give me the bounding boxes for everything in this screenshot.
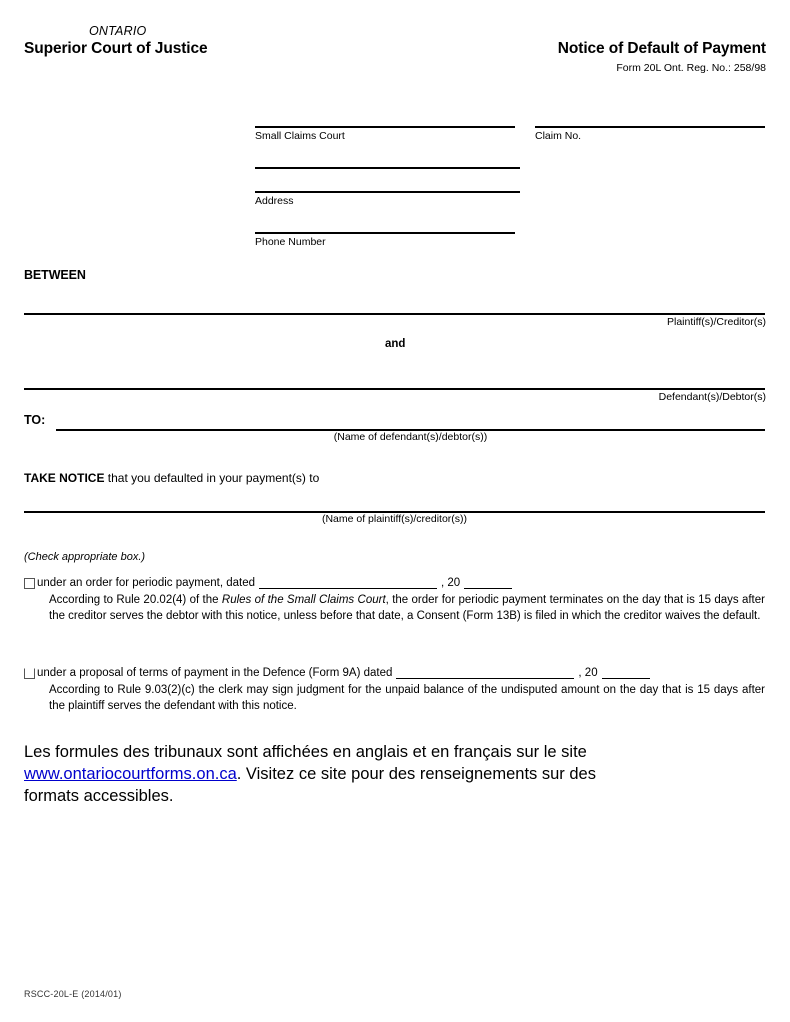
claim-number-rule[interactable] [535,126,765,128]
option-1-body [49,593,765,624]
option-periodic-payment [24,576,765,624]
french-accessibility-notice [24,741,684,807]
court-name-label: Small Claims Court [255,130,345,142]
french-notice-line2: . Visitez ce site pour des renseignements sur des formats accessibles. [24,765,596,805]
between-label: BETWEEN [24,268,86,282]
french-notice-line1: Les formules des tribunaux sont affichées en anglais et en français sur le site [24,743,587,761]
to-caption: (Name of defendant(s)/debtor(s)) [333,431,488,443]
defendant-rule[interactable] [24,388,765,390]
option-2-year-prefix: , 20 [578,667,598,679]
take-notice-rest: that you defaulted in your payment(s) to [104,471,320,485]
plaintiff-rule[interactable] [24,313,765,315]
option-2-year-blank[interactable] [602,666,650,679]
option-defence-proposal [24,666,765,714]
checkbox-periodic-payment-icon[interactable] [24,578,35,589]
and-connector: and [385,338,406,350]
option-1-year-prefix: , 20 [441,577,461,589]
plaintiff-caption: Plaintiff(s)/Creditor(s) [667,316,766,328]
to-label: TO: [24,413,46,427]
ontario-court-forms-link[interactable]: www.ontariocourtforms.on.ca [24,765,237,783]
take-notice-paragraph [24,471,319,485]
address-label: Address [255,195,294,207]
option-1-body-italic: Rules of the Small Claims Court [221,594,386,606]
option-1-body-part1: According to Rule 20.02(4) of the [49,594,222,606]
take-notice-bold: TAKE NOTICE [24,471,105,485]
option-1-year-blank[interactable] [464,576,512,589]
option-2-body [49,683,765,714]
form-number: Form 20L Ont. Reg. No.: 258/98 [616,62,766,74]
court-info-block [255,126,520,251]
creditor-caption: (Name of plaintiff(s)/creditor(s)) [321,513,468,525]
option-1-lead-text: under an order for periodic payment, dated [37,577,255,589]
jurisdiction-label: ONTARIO [89,24,147,38]
check-box-instruction: (Check appropriate box.) [24,551,146,563]
option-2-lead-text: under a proposal of terms of payment in the Defence (Form 9A) dated [37,667,393,679]
address-rule-2[interactable] [255,191,520,193]
header-right [346,40,766,74]
footer-form-code: RSCC-20L-E (2014/01) [24,989,122,999]
option-2-date-blank[interactable] [396,666,574,679]
claim-number-block [535,126,765,145]
checkbox-defence-proposal-icon[interactable] [24,668,35,679]
court-name-title: Superior Court of Justice [24,40,208,57]
claim-number-label: Claim No. [535,130,582,142]
option-1-body-part2: , the order for periodic payment terminates on the day that is 15 days after the creditor serves the debtor with this notice, unless before that date, a Consent (Form 13B) is filed in which the creditor waives the default. [49,594,765,622]
option-1-date-blank[interactable] [259,576,437,589]
phone-rule[interactable] [255,232,515,234]
option-1-first-line [24,576,765,591]
phone-label: Phone Number [255,236,326,248]
option-2-first-line [24,666,765,681]
option-2-body-part1: According to Rule 9.03(2)(c) the clerk may sign judgment for the unpaid balance of the undisputed amount on the day that is 15 days after the plaintiff serves the defendant with this notice. [49,684,765,712]
court-name-rule[interactable] [255,126,515,128]
defendant-caption: Defendant(s)/Debtor(s) [658,391,766,403]
form-title: Notice of Default of Payment [557,40,766,57]
